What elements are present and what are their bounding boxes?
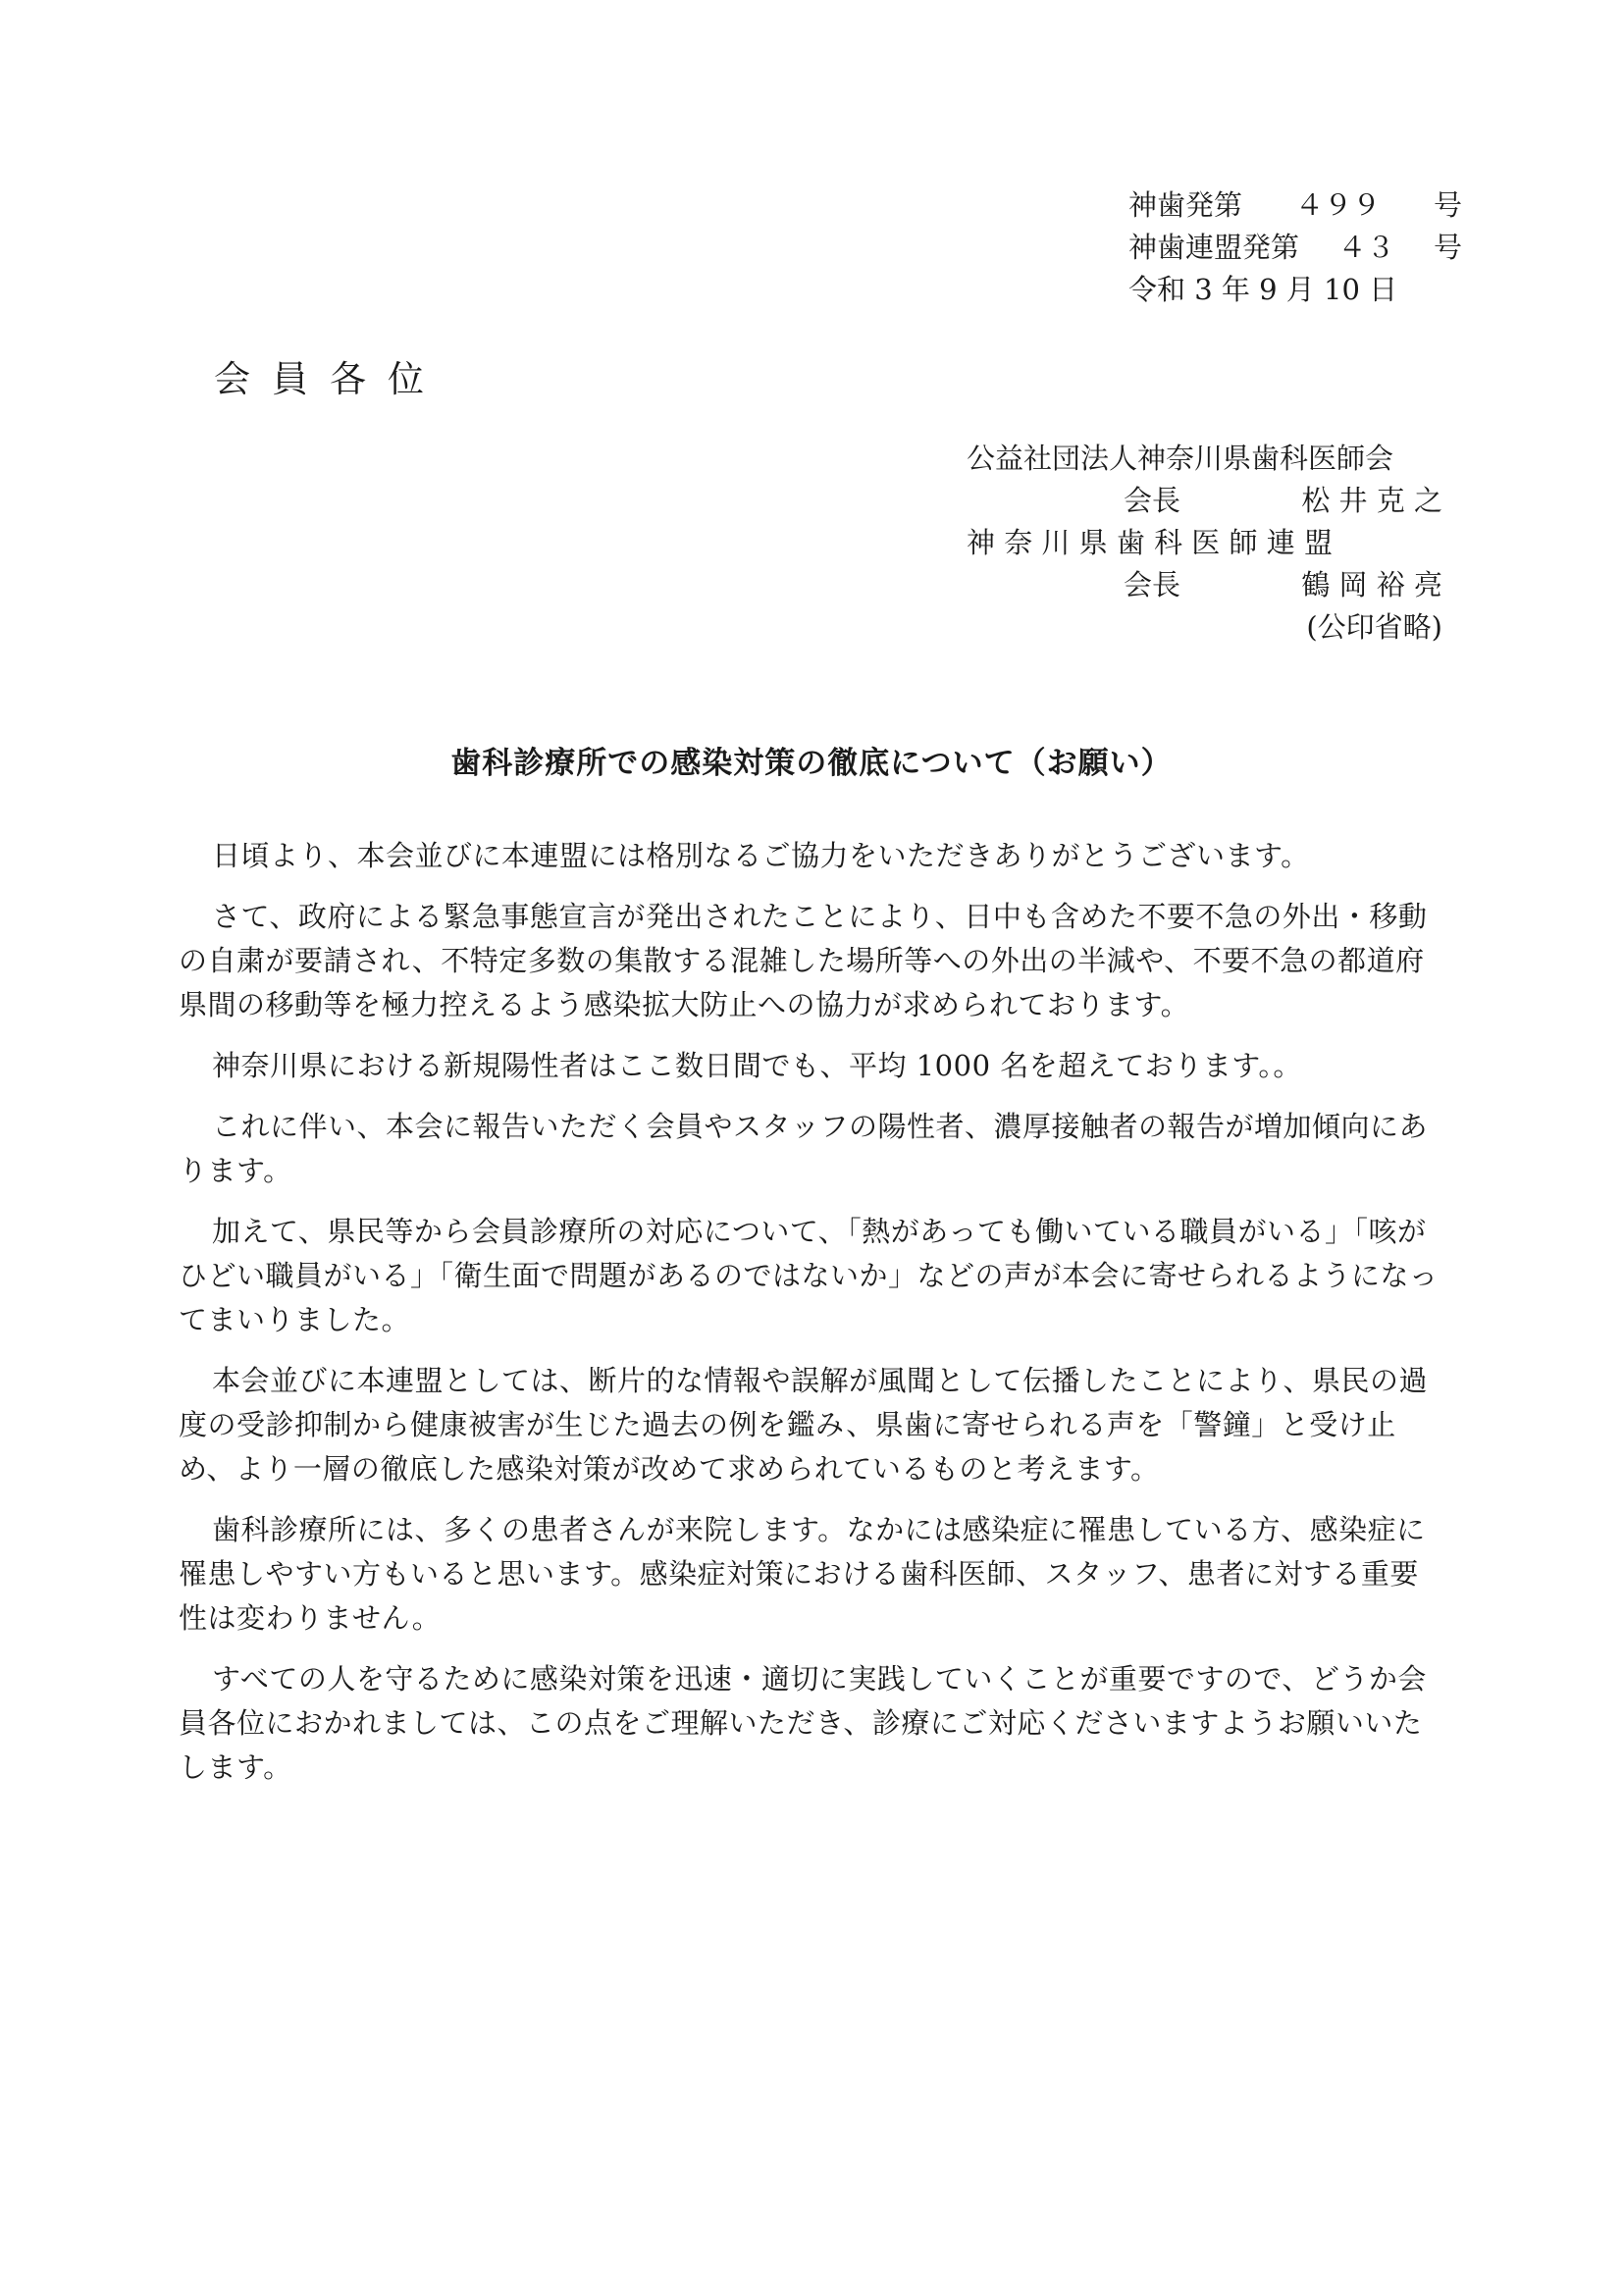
sender-block: [967, 438, 1442, 649]
paragraph: 歯科診療所には、多くの患者さんが来院します。なかには感染症に罹患している方、感染症に罹患しやすい方もいると思います。感染症対策における歯科医師、スタッフ、患者に対する重要性は変わりません。: [179, 1513, 1426, 1635]
reference-number-1-num: ４９９: [1294, 188, 1381, 222]
sender-org-1: [967, 438, 1442, 480]
sender-president-2-title: 会長: [1124, 568, 1181, 601]
sender-president-2: [967, 564, 1442, 606]
addressee: 会員各位: [214, 358, 445, 400]
sender-president-1-name: 松 井 克 之: [1301, 484, 1442, 517]
reference-number-2-label: 神歯連盟発第: [1128, 231, 1300, 264]
reference-date-text: 令和 3 年 9 月 10 日: [1128, 273, 1398, 306]
reference-number-2-suffix: 号: [1433, 231, 1462, 264]
sender-org-1-name: 公益社団法人神奈川県歯科医師会: [967, 442, 1394, 475]
paragraph: さて、政府による緊急事態宣言が発出されたことにより、日中も含めた不要不急の外出・移動の自粛が要請され、不特定多数の集散する混雑した場所等への外出の半減や、不要不急の都道府県間の移動等を極力控えるよう感染拡大防止への協力が求められております。: [179, 900, 1428, 1021]
paragraph: 加えて、県民等から会員診療所の対応について、「熱があっても働いている職員がいる」「咳がひどい職員がいる」「衛生面で問題があるのではないか」などの声が本会に寄せられるようになってまいりました。: [179, 1215, 1439, 1336]
seal-note-text: (公印省略): [1306, 610, 1442, 644]
reference-number-2: [1128, 227, 1462, 269]
reference-number-1-suffix: 号: [1433, 188, 1462, 222]
paragraph: 本会並びに本連盟としては、断片的な情報や誤解が風聞として伝播したことにより、県民の過度の受診抑制から健康被害が生じた過去の例を鑑み、県歯に寄せられる声を「警鐘」と受け止め、より一層の徹底した感染対策が改めて求められているものと考えます。: [179, 1364, 1429, 1486]
paragraph: 神奈川県における新規陽性者はここ数日間でも、平均 1000 名を超えております。。: [212, 1049, 1302, 1082]
sender-org-2-name: 神 奈 川 県 歯 科 医 師 連 盟: [967, 526, 1333, 559]
reference-date: [1128, 269, 1462, 311]
body-text: [179, 834, 1444, 1806]
sender-org-2: [967, 522, 1442, 564]
reference-number-2-num: ４３: [1337, 231, 1395, 264]
reference-block: [1128, 184, 1462, 311]
seal-note: [967, 606, 1442, 649]
sender-president-1: [967, 480, 1442, 522]
reference-number-1: [1128, 184, 1462, 227]
sender-president-1-title: 会長: [1124, 484, 1181, 517]
reference-number-1-label: 神歯発第: [1128, 188, 1243, 222]
paragraph: すべての人を守るために感染対策を迅速・適切に実践していくことが重要ですので、どうか会員各位におかれましては、この点をご理解いただき、診療にご対応くださいますようお願いいたします。: [179, 1662, 1427, 1784]
sender-president-2-name: 鶴 岡 裕 亮: [1301, 568, 1442, 601]
paragraph: 日頃より、本会並びに本連盟には格別なるご協力をいただきありがとうございます。: [212, 839, 1310, 872]
document-title: 歯科診療所での感染対策の徹底について（お願い）: [450, 746, 1173, 781]
paragraph: これに伴い、本会に報告いただく会員やスタッフの陽性者、濃厚接触者の報告が増加傾向にあります。: [179, 1110, 1429, 1187]
